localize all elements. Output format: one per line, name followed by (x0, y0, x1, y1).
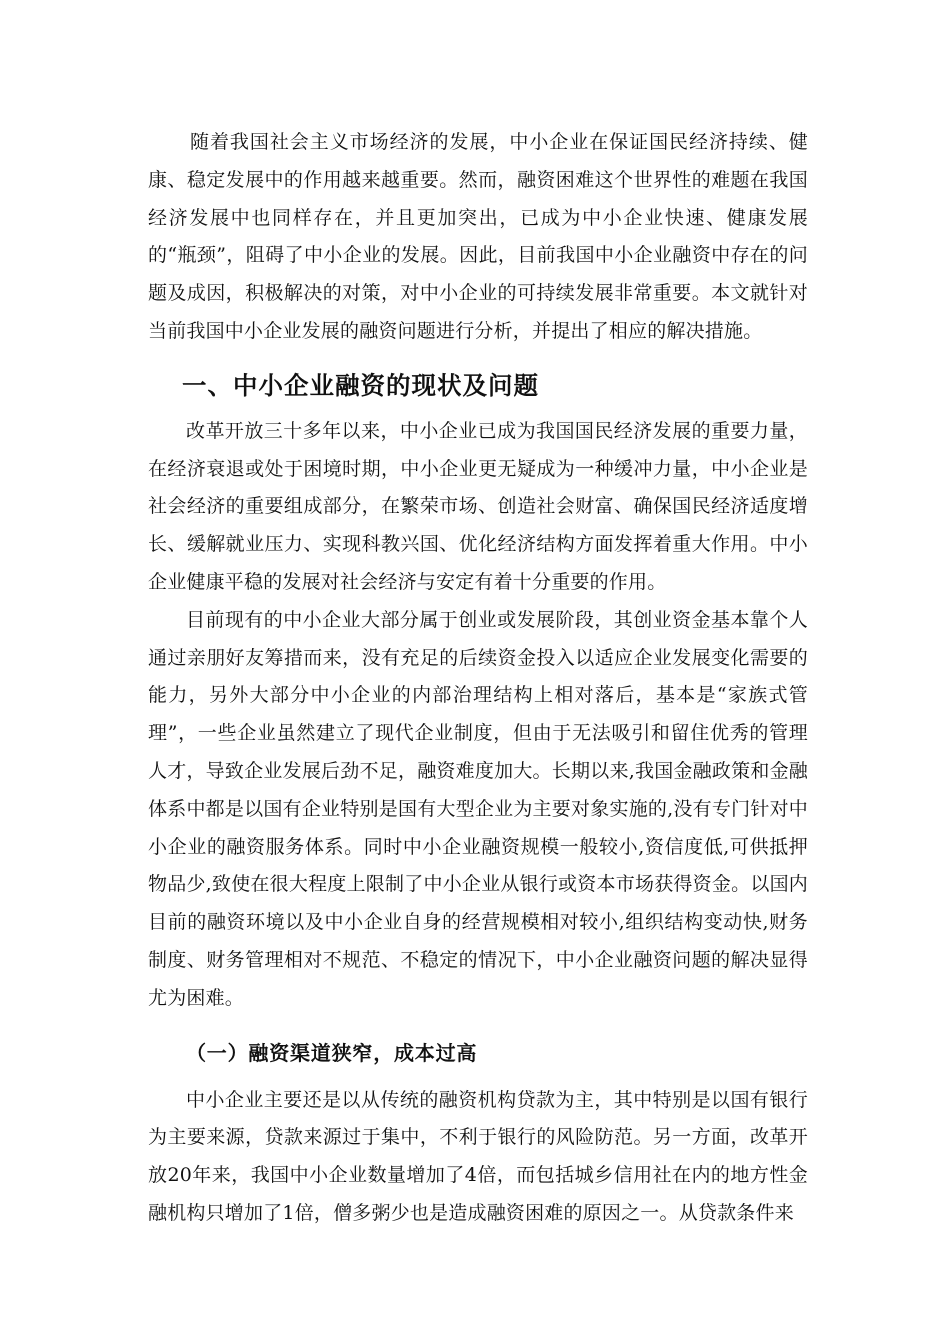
document-body (148, 124, 808, 1233)
intro-paragraph: 随着我国社会主义市场经济的发展，中小企业在保证国民经济持续、健康、稳定发展中的作用越来越重要。然而，融资困难这个世界性的难题在我国经济发展中也同样存在，并且更加突出，已成为中小企业快速、健康发展的“瓶颈”，阻碍了中小企业的发展。因此，目前我国中小企业融资中存在的问题及成因，积极解决的对策，对中小企业的可持续发展非常重要。本文就针对当前我国中小企业发展的融资问题进行分析，并提出了相应的解决措施。 (148, 131, 808, 342)
body-paragraph: 目前现有的中小企业大部分属于创业或发展阶段，其创业资金基本靠个人通过亲朋好友筹措而来，没有充足的后续资金投入以适应企业发展变化需要的能力，另外大部分中小企业的内部治理结构上相对落后，基本是“家族式管理”，一些企业虽然建立了现代企业制度，但由于无法吸引和留住优秀的管理人才，导致企业发展后劲不足，融资难度加大。长期以来,我国金融政策和金融体系中都是以国有企业特别是国有大型企业为主要对象实施的,没有专门针对中小企业的融资服务体系。同时中小企业融资规模一般较小,资信度低,可供抵押物品少,致使在很大程度上限制了中小企业从银行或资本市场获得资金。以国内目前的融资环境以及中小企业自身的经营规模相对较小,组织结构变动快,财务制度、财务管理相对不规范、不稳定的情况下，中小企业融资问题的解决显得尤为困难。 (148, 608, 808, 1009)
body-paragraph: 改革开放三十多年以来，中小企业已成为我国国民经济发展的重要力量，在经济衰退或处于困境时期，中小企业更无疑成为一种缓冲力量，中小企业是社会经济的重要组成部分，在繁荣市场、创造社会财富、确保国民经济适度增长、缓解就业压力、实现科教兴国、优化经济结构方面发挥着重大作用。中小企业健康平稳的发展对社会经济与安定有着十分重要的作用。 (148, 419, 808, 593)
body-paragraph: 中小企业主要还是以从传统的融资机构贷款为主，其中特别是以国有银行为主要来源，贷款来源过于集中，不利于银行的风险防范。另一方面，改革开放20年来，我国中小企业数量增加了4倍，而包括城乡信用社在内的地方性金融机构只增加了1倍，僧多粥少也是造成融资困难的原因之一。从贷款条件来 (148, 1088, 808, 1224)
subsection-heading: （一）融资渠道狭窄，成本过高 (186, 1040, 478, 1065)
section-heading: 一、中小企业融资的现状及问题 (182, 370, 539, 400)
